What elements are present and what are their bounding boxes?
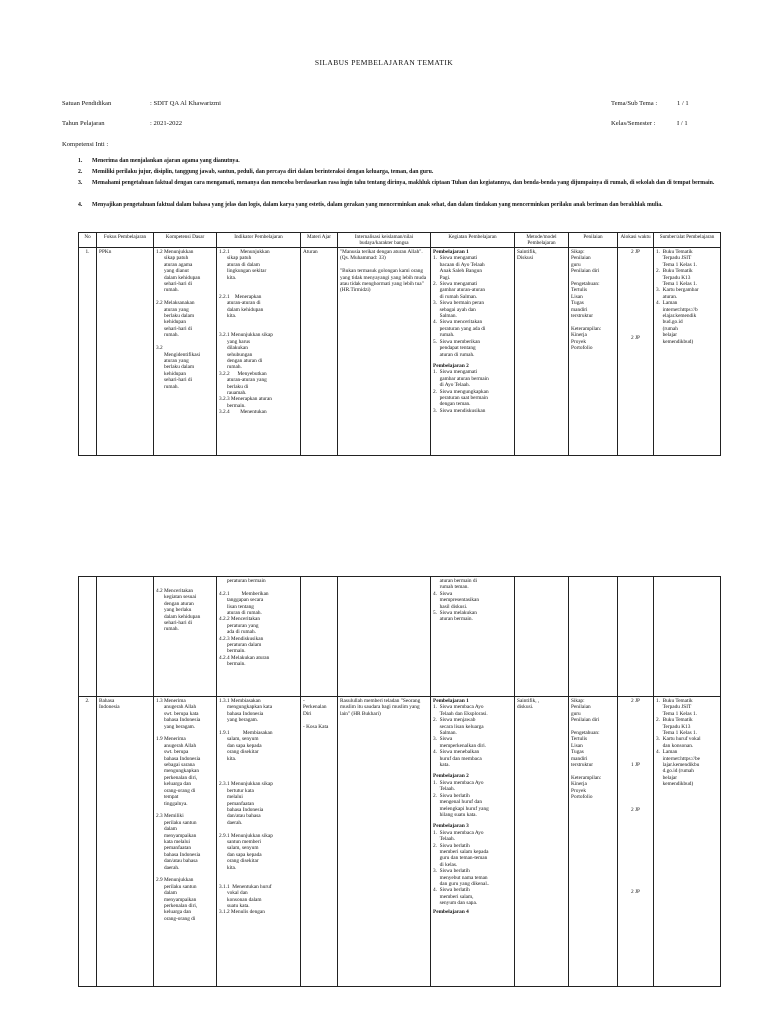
syllabus-table-part2 (78, 576, 721, 987)
metode-text: Saintifik, , diskusi. (517, 698, 540, 711)
kegiatan-p3-title: Pembelajaran 3 (433, 823, 469, 830)
ki-text: Memiliki perilaku jujur, disiplin, tanggung jawab, santun, peduli, dan percaya diri dalam berinteraksi dengan keluarga, teman, dan guru. (92, 169, 434, 175)
kelas-value: I / 1 (677, 120, 688, 127)
metode-text: Saintifik, Diskusi (517, 249, 537, 262)
materi-text: - Perkenalan Diri - Kosa Kata (303, 698, 329, 730)
sumber-text: 1. Buku Tematik Terpadu JSIT Tema 1 Kelas 1. 2. Buku Tematik Terpadu K13 Tema 1 Kelas 1. 3. Kartu bergambar aturan. 4. Laman internet:https://b elajar.kemendik bud.go.id (rumah belajar kemendikbud) (656, 249, 699, 345)
cell-no (79, 577, 97, 697)
cell-sumber (654, 248, 721, 456)
document-title: SILABUS PEMBELAJARAN TEMATIK (314, 58, 454, 67)
fokus-text: Bahasa Indonesia (99, 698, 120, 711)
alokasi-1: 2 JP (631, 698, 640, 704)
indikator-text: 1.2.1 Menunjukkan sikap patuh aturan di dalam lingkungan sekitar kita. 2.2.1 Menerapkan aturan-aturan di dalam kehidupan kita. 3.2.1 Menunjukkan sikap yang harus dilakukan sehubungan dengan aturan di rumah. 3.2.2 Menyebutkan aturan-aturan yang berlaku di rauamah. 3.2.3 Menerapkan aturan bermain. 3.2.4 Menentukan (219, 249, 273, 416)
cell-sumber (654, 577, 721, 697)
cell-kd (154, 697, 217, 987)
cell-alokasi (618, 248, 654, 456)
cell-penilaian (569, 248, 618, 456)
cell-penilaian (569, 577, 618, 697)
satuan-value: : SDIT QA Al Khawarizmi (150, 100, 221, 107)
alokasi-3: 2 JP (631, 806, 640, 813)
cell-metode (515, 697, 569, 987)
indikator-text: peraturan bermain 4.2.1 Memberikan tanggapan secara lisan tentang aturan di rumah. 4.2.2 Menceritakan peraturan yang ada di rumah. 4.2.3 Mendiskusikan peraturan dalam bermain. 4.2.4 Melakukan aturan bermain. (219, 578, 270, 668)
sumber-text: 1. Buku Tematik Terpadu JSIT Tema 1 Kelas 1. 2. Buku Tematik Terpadu K13 Tema 1 Kelas 1. 3. Kartu huruf vokal dan konsonan. 4. Laman internet:https://be lajar.kemendikbu d.go.id (rumah belajar kemendikbud) (656, 698, 701, 788)
ki-number: 1. (78, 158, 83, 164)
cell-no: 1. (79, 248, 97, 456)
cell-fokus (97, 697, 154, 987)
cell-kd (154, 577, 217, 697)
ki-number: 3. (78, 180, 83, 186)
ki-text: Menyajikan pengetahuan faktual dalam bahasa yang jelas dan logis, dalam karya yang estetis, dalam gerakan yang mencerminkan anak sehat, dan dalam tindakan yang mencerminkan perilaku anak beriman dan berakhlak mulia. (92, 202, 663, 208)
alokasi-4: 2 JP (631, 889, 640, 896)
col-header-kegiatan: Kegiatan Pembelajaran (431, 233, 515, 248)
cell-alokasi (618, 697, 654, 987)
cell-fokus (97, 577, 154, 697)
kd-text: 1.2 Menunjukkan sikap patuh aturan agama yang dianut dalam kehidupan sehari-hari di rumah. 2.2 Melaksanakan aturan yang berlaku dalam kehidupan sehari-hari di rumah. 3.2 Mengidentifikasi aturan yang berlaku dalam kehidupan sehari-hari di rumah. (156, 249, 201, 390)
kegiatan-text: aturan bermain di rumah teman. 4. Siswa mempresentasikan hasil diskusi. 5. Siswa melakukan aturan bermain. (433, 578, 480, 623)
kegiatan-p2-title: Pembelajaran 2 (433, 773, 469, 780)
cell-materi (301, 577, 338, 697)
cell-internalisasi (338, 577, 431, 697)
kegiatan-p1-title: Pembelajaran 1 (433, 249, 469, 255)
cell-penilaian (569, 697, 618, 987)
alokasi-2: 2 JP (631, 335, 640, 342)
col-header-alokasi: Alokasi waktu (618, 233, 654, 248)
ki-number: 2. (78, 169, 83, 175)
cell-materi (301, 697, 338, 987)
cell-materi: Aturan (301, 248, 338, 456)
col-header-metode: Metode/model Pembelajaran (515, 233, 569, 248)
cell-metode (515, 248, 569, 456)
kegiatan-p1-text: 1. Siswa mengamati bacaan di Ayo Telaah Anak Saleh Bangun Pagi. 2. Siswa mengamati gambar aturan-aturan di rumah Salman. 3. Siswa bermain peran sebagai ayah dan Salman. 4. Siswa menceritakan peraturan yang ada di rumah. 5. Siswa memberikan pendapat tentang aturan di rumah. (433, 255, 486, 358)
satuan-label: Satuan Pendidikan (62, 100, 112, 107)
ki-item-3 (62, 180, 722, 196)
ki-text: Memahami pengetahuan faktual dengan cara mengamati, menanya dan mencoba berdasarkan rasa ingin tahu tentang dirinya, makhluk ciptaan Tuhan dan kegiatannya, dan benda-benda yang dijumpainya di rumah, di sekolah dan di tempat bermain. (92, 180, 715, 186)
cell-kegiatan (431, 577, 515, 697)
ki-item-2 (62, 169, 722, 177)
internalisasi-text: Rasulullah memberi teladan "Seorang muslim itu saudara bagi muslim yang lain" (HR Bukhari) (340, 698, 422, 717)
kd-text: 1.3 Menerima anugerah Allah swt. berupa kata bahasa Indonesia yang beragam. 1.9 Menerima anugerah Allah swt. berupa bahasa Indonesia sebagai sarana mengungkapkan perkenalan diri, keluarga dan orang-orang di tempat tinggalnya. 2.3 Memiliki perilaku santun dalam menyampaikan kata melalui pemanfaatan bahasa Indonesia dan/atau bahasa daerah. 2.9 Menunjukkan perilaku santun dalam menyampaikan perkenalan diri, keluarga dan orang-orang di (156, 698, 201, 922)
ki-item-1 (62, 158, 722, 166)
ki-text: Menerima dan menjalankan ajaran agama yang dianutnya. (92, 158, 240, 164)
kegiatan-p1-text: 1. Siswa membaca Ayo Telaah dan Eksplorasi. 2. Siswa menjawab secara lisan keluarga Salman. 3. Siswa memperkenalkan diri. 4. Siswa menebalkan huruf dan membaca kata. (433, 704, 488, 769)
alokasi-1: 2 JP (631, 249, 640, 255)
cell-indikator (217, 248, 301, 456)
cell-metode (515, 577, 569, 697)
syllabus-table-part1 (78, 232, 721, 456)
col-header-sumber: Sumber/alat Pembelajaran (654, 233, 721, 248)
cell-indikator (217, 697, 301, 987)
cell-no: 2. (79, 697, 97, 987)
ki-number: 4. (78, 202, 83, 208)
cell-kegiatan (431, 697, 515, 987)
kegiatan-p1-title: Pembelajaran 1 (433, 698, 469, 704)
col-header-no: No (79, 233, 97, 248)
table-header-row (79, 233, 721, 248)
kegiatan-p4-title: Pembelajaran 4 (433, 908, 469, 915)
cell-internalisasi (338, 248, 431, 456)
kegiatan-p2-title: Pembelajaran 2 (433, 362, 469, 369)
kegiatan-p3-text: 1. Siswa membaca Ayo Telaah. 2. Siswa berlatih memberi salam kepada guru dan teman-teman di kelas. 3. Siswa berlatih menyebut nama teman dan guru yang dikenal.. 4. Siswa berlatih memberi salam, senyum dan sapa. (433, 829, 490, 907)
tahun-label: Tahun Pelajaran (62, 120, 105, 127)
indikator-text: 1.3.1 Membiasakan mengungkapkan kata bahasa Indonesia yang beragam. 1.9.1 Membiasakan salam, senyum dan sapa kepada orang disekitar kita. 2.3.1 Menunjukkan sikap bertutur kata melalui pemanfaatan bahasa Indonesia dan/atau bahasa daerah. 2.9.1 Menunjukkan sikap santun memberi salam, senyum dan sapa kepada orang disekitar kita. 3.1.1 Menentukan huruf vokal dan konsonan dalam suatu kata. 3.1.2 Menulis dengan (219, 698, 273, 916)
col-header-indikator: Indikator Pembelajaran (217, 233, 301, 248)
penilaian-text: Sikap: Penilaian guru Penilaian diri Pengetahuan: Tertulis Lisan Tugas mandiri terstruktur Keterampilan: Kinerja Proyek Portofolio (571, 249, 602, 352)
cell-indikator (217, 577, 301, 697)
cell-internalisasi (338, 697, 431, 987)
tema-label: Tema/Sub Tema : (611, 100, 658, 107)
ki-item-4 (62, 202, 722, 218)
penilaian-text: Sikap: Penilaian guru Penilaian diri Pengetahuan: Tertulis Lisan Tugas mandiri terstruktur Keterampilan: Kinerja Proyek Portofolio (571, 698, 602, 801)
cell-alokasi (618, 577, 654, 697)
kegiatan-p2-text: 1. Siswa membaca Ayo Telaah. 2. Siswa berlatih mengenal huruf dan melengkapi huruf yang hilang suatu kata. (433, 779, 489, 818)
tahun-value: : 2021-2022 (150, 120, 183, 127)
table-row-ppkn (79, 248, 721, 456)
col-header-materi: Materi Ajar (301, 233, 338, 248)
table-row-ppkn-continued (79, 577, 721, 697)
col-header-fokus: Fokus Pembelajaran (97, 233, 154, 248)
internalisasi-text: "Manusia terikat dengan aturan Allah". (Qs. Muhammad: 33) "Bukan termasuk golongan kami orang yang tidak menyayangi yang lebih muda atau tidak menghormati yang lebih tua" (HR.Tirmidzi) (340, 249, 427, 294)
ki-label: Kompetensi Inti : (62, 141, 109, 148)
cell-kegiatan (431, 248, 515, 456)
col-header-penilaian: Penilaian (569, 233, 618, 248)
kelas-label: Kelas/Semester : (611, 120, 656, 127)
col-header-internalisasi: Internalisasi keislaman/nilai budaya/karakter bangsa (338, 233, 431, 248)
tema-value: 1 / 1 (677, 100, 689, 107)
kd-text: 4.2 Menceritakan kegiatan sesuai dengan aturan yang berlaku dalam kehidupan sehari-hari di rumah. (156, 588, 201, 633)
kegiatan-p2-text: 1. Siswa mengamati gambar aturan bermain di Ayo Telaah. 2. Siswa mengungkapkan peraturan saat bermain dengan teman. 3. Siswa mendiskusikan (433, 369, 489, 414)
alokasi-2: 1 JP (631, 762, 640, 769)
table-row-bahasa-indonesia (79, 697, 721, 987)
col-header-kd: Kompetensi Dasar (154, 233, 217, 248)
cell-fokus: PPKn (97, 248, 154, 456)
cell-kd (154, 248, 217, 456)
cell-sumber (654, 697, 721, 987)
